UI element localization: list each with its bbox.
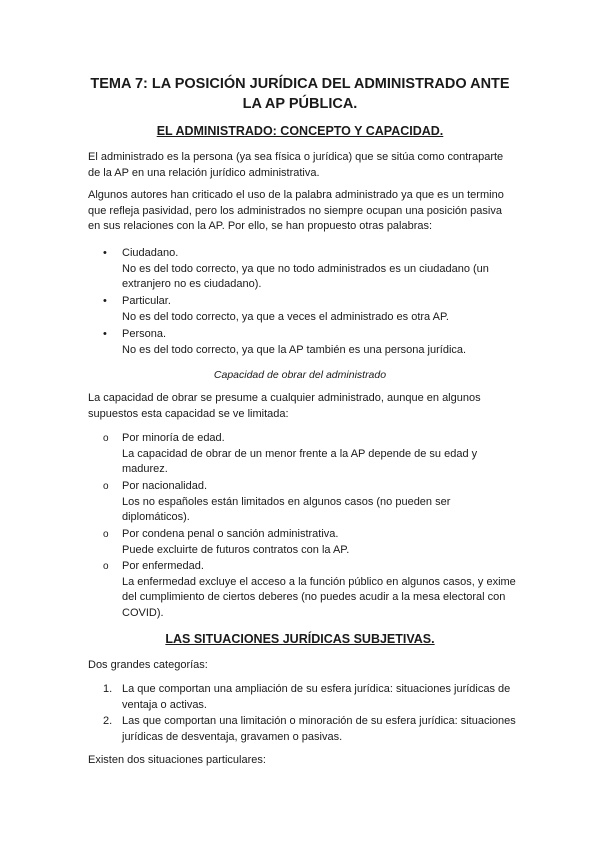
- paragraph-particular: Existen dos situaciones particulares:: [88, 754, 266, 766]
- list-item: [122, 294, 516, 325]
- list-item-text: Puede excluirte de futuros contratos con la AP.: [122, 543, 350, 556]
- list-item: [122, 559, 516, 621]
- list-number: 2.: [103, 715, 113, 727]
- section-heading-situaciones: LAS SITUACIONES JURÍDICAS SUBJETIVAS.: [165, 632, 435, 646]
- list-item: [122, 327, 516, 358]
- circle-marker: o: [103, 529, 109, 540]
- circle-marker: o: [103, 561, 109, 572]
- list-item-text: Los no españoles están limitados en algunos casos (no pueden ser diplomáticos).: [122, 495, 451, 523]
- list-item: Las que comportan una limitación o minoración de su esfera jurídica: situaciones jurídicas de desventaja, gravamen o pasivas.: [122, 715, 516, 743]
- section-heading-administrado: EL ADMINISTRADO: CONCEPTO Y CAPACIDAD.: [156, 124, 444, 138]
- paragraph-capacity: La capacidad de obrar se presume a cualquier administrado, aunque en algunos supuestos esta capacidad se ve limitada:: [88, 392, 481, 420]
- list-item-text: No es del todo correcto, ya que la AP también es una persona jurídica.: [122, 343, 467, 356]
- list-item-text: La enfermedad excluye el acceso a la función público en algunos casos, y exime del cumplimiento de ciertos deberes (no puedes acudir a la mesa electoral con COVID).: [122, 575, 516, 619]
- bullet-marker: •: [103, 295, 107, 307]
- list-item: [122, 479, 516, 526]
- list-item: [122, 431, 516, 478]
- bullet-marker: •: [103, 247, 107, 259]
- list-item: [122, 527, 516, 558]
- circle-marker: o: [103, 433, 109, 444]
- paragraph-definition: El administrado es la persona (ya sea física o jurídica) que se sitúa como contraparte de la AP en una relación jurídico administrativa.: [88, 151, 504, 179]
- list-item-label: Persona.: [122, 328, 167, 340]
- list-item-text: La capacidad de obrar de un menor frente a la AP depende de su edad y madurez.: [122, 447, 478, 475]
- list-item-text: No es del todo correcto, ya que no todo administrados es un ciudadano (un extranjero no es ciudadano).: [122, 262, 489, 290]
- list-item-text: No es del todo correcto, ya que a veces el administrado es otra AP.: [122, 310, 449, 323]
- list-item: La que comportan una ampliación de su esfera jurídica: situaciones jurídicas de ventaja o activas.: [122, 683, 511, 711]
- list-item: [122, 246, 516, 293]
- list-item-label: Por minoría de edad.: [122, 432, 225, 444]
- document-title: TEMA 7: LA POSICIÓN JURÍDICA DEL ADMINISTRADO ANTE LA AP PÚBLICA.: [90, 76, 510, 112]
- list-item-label: Por nacionalidad.: [122, 480, 208, 492]
- subsection-title-capacidad: Capacidad de obrar del administrado: [213, 369, 387, 381]
- paragraph-criticism: Algunos autores han criticado el uso de la palabra administrado ya que es un termino que refleja pasividad, pero los administrados no siempre ocupan una posición pasiva en sus relaciones con la AP. Por ello, se han propuesto otras palabras:: [88, 189, 504, 232]
- list-item-label: Particular.: [122, 295, 171, 307]
- bullet-marker: •: [103, 328, 107, 340]
- paragraph-categories: Dos grandes categorías:: [88, 659, 208, 671]
- list-item-label: Por condena penal o sanción administrativa.: [122, 528, 339, 540]
- circle-marker: o: [103, 481, 109, 492]
- list-number: 1.: [103, 683, 113, 695]
- list-item-label: Ciudadano.: [122, 247, 179, 259]
- list-item-label: Por enfermedad.: [122, 560, 204, 572]
